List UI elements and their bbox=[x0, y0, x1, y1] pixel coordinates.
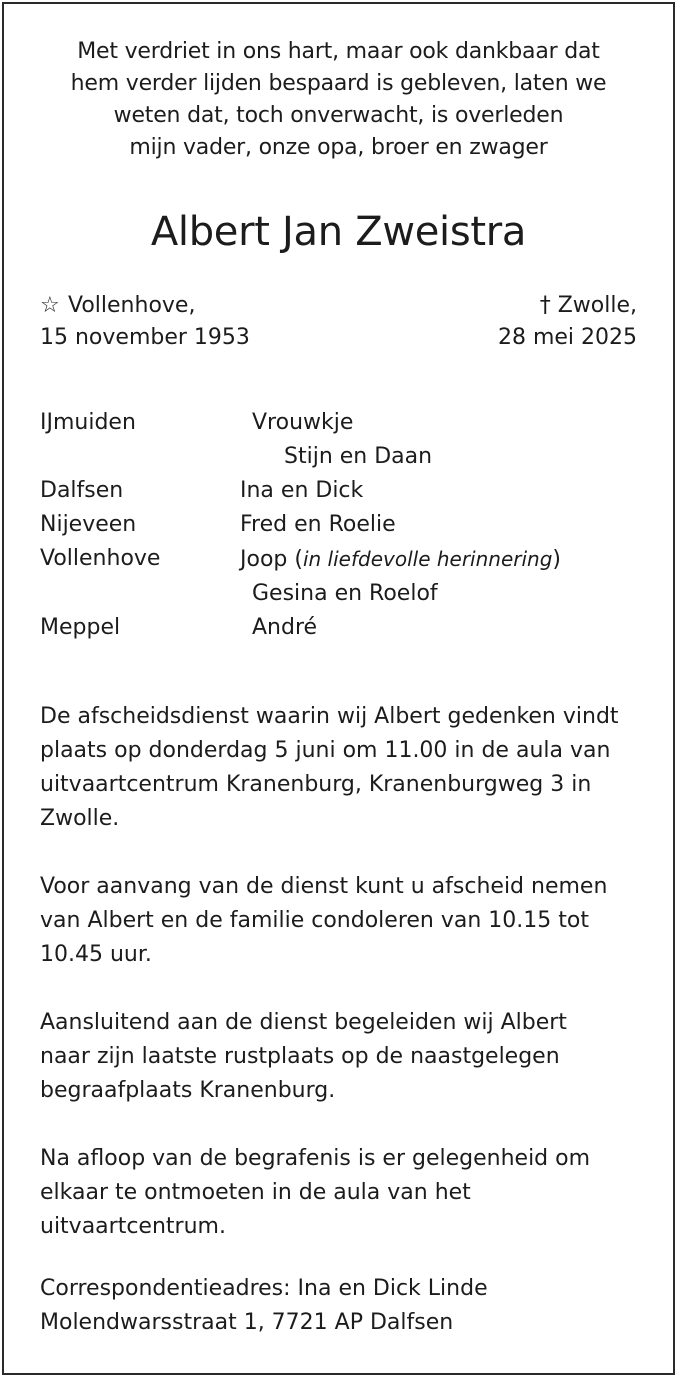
family-names: Gesina en Roelof bbox=[252, 581, 438, 606]
paragraph-line: 10.45 uur. bbox=[40, 942, 152, 967]
service-details bbox=[40, 700, 650, 1278]
family-names-suffix: ) bbox=[552, 547, 562, 572]
death-place: Zwolle, bbox=[557, 293, 637, 318]
correspondence-line: Correspondentieadres: Ina en Dick Linde bbox=[40, 1276, 488, 1301]
paragraph-line: plaats op donderdag 5 juni om 11.00 in de aula van bbox=[40, 738, 611, 763]
intro-line: Met verdriet in ons hart, maar ook dankbaar dat bbox=[77, 39, 600, 64]
family-row bbox=[40, 508, 640, 542]
correspondence-line: Molendwarsstraat 1, 7721 AP Dalfsen bbox=[40, 1310, 454, 1335]
paragraph-line: Voor aanvang van de dienst kunt u afscheid nemen bbox=[40, 874, 608, 899]
correspondence-address bbox=[40, 1272, 488, 1340]
family-names-with-note bbox=[240, 542, 561, 577]
birth-date: 15 november 1953 bbox=[40, 325, 250, 350]
birth-place: Vollenhove, bbox=[68, 293, 196, 318]
family-place bbox=[40, 577, 240, 611]
family-row bbox=[40, 542, 640, 577]
family-place bbox=[40, 440, 240, 474]
family-names: Stijn en Daan bbox=[284, 444, 433, 469]
paragraph-line: uitvaartcentrum Kranenburg, Kranenburgweg 3 in bbox=[40, 772, 592, 797]
family-row bbox=[40, 577, 640, 611]
family-place: Meppel bbox=[40, 615, 121, 640]
paragraph-line: Zwolle. bbox=[40, 806, 120, 831]
family-row bbox=[40, 611, 640, 645]
paragraph-farewell-service bbox=[40, 700, 650, 836]
paragraph-line: Na afloop van de begrafenis is er gelegenheid om bbox=[40, 1146, 591, 1171]
family-row bbox=[40, 474, 640, 508]
family-place: IJmuiden bbox=[40, 410, 136, 435]
deceased-name: Albert Jan Zweistra bbox=[150, 209, 527, 255]
death-info bbox=[498, 290, 637, 354]
remembrance-note: in liefdevolle herinnering bbox=[302, 547, 553, 571]
family-place: Nijeveen bbox=[40, 512, 137, 537]
family-list bbox=[40, 406, 640, 645]
family-names: Vrouwkje bbox=[252, 410, 354, 435]
intro-text bbox=[0, 36, 677, 164]
intro-line: weten dat, toch onverwacht, is overleden bbox=[113, 103, 564, 128]
family-place: Vollenhove bbox=[40, 546, 161, 571]
paragraph-line: naar zijn laatste rustplaats op de naastgelegen bbox=[40, 1044, 560, 1069]
birth-info bbox=[40, 290, 250, 354]
death-cross-icon: † bbox=[539, 293, 551, 318]
paragraph-line: elkaar te ontmoeten in de aula van het bbox=[40, 1180, 471, 1205]
family-names: Joop ( bbox=[240, 547, 303, 572]
paragraph-line: van Albert en de familie condoleren van 10.15 tot bbox=[40, 908, 589, 933]
paragraph-condolences bbox=[40, 870, 650, 972]
intro-line: mijn vader, onze opa, broer en zwager bbox=[129, 135, 548, 160]
birth-star-icon: ☆ bbox=[40, 293, 60, 318]
family-row bbox=[40, 406, 640, 440]
paragraph-line: uitvaartcentrum. bbox=[40, 1214, 226, 1239]
death-date: 28 mei 2025 bbox=[497, 325, 637, 350]
paragraph-burial bbox=[40, 1006, 650, 1108]
family-names: Fred en Roelie bbox=[240, 512, 396, 537]
paragraph-line: De afscheidsdienst waarin wij Albert gedenken vindt bbox=[40, 704, 619, 729]
family-names: Ina en Dick bbox=[240, 478, 364, 503]
paragraph-gathering bbox=[40, 1142, 650, 1244]
family-names: André bbox=[252, 615, 318, 640]
paragraph-line: begraafplaats Kranenburg. bbox=[40, 1078, 336, 1103]
intro-line: hem verder lijden bespaard is gebleven, laten we bbox=[70, 71, 607, 96]
paragraph-line: Aansluitend aan de dienst begeleiden wij Albert bbox=[40, 1010, 567, 1035]
family-row bbox=[40, 440, 640, 474]
family-place: Dalfsen bbox=[40, 478, 124, 503]
